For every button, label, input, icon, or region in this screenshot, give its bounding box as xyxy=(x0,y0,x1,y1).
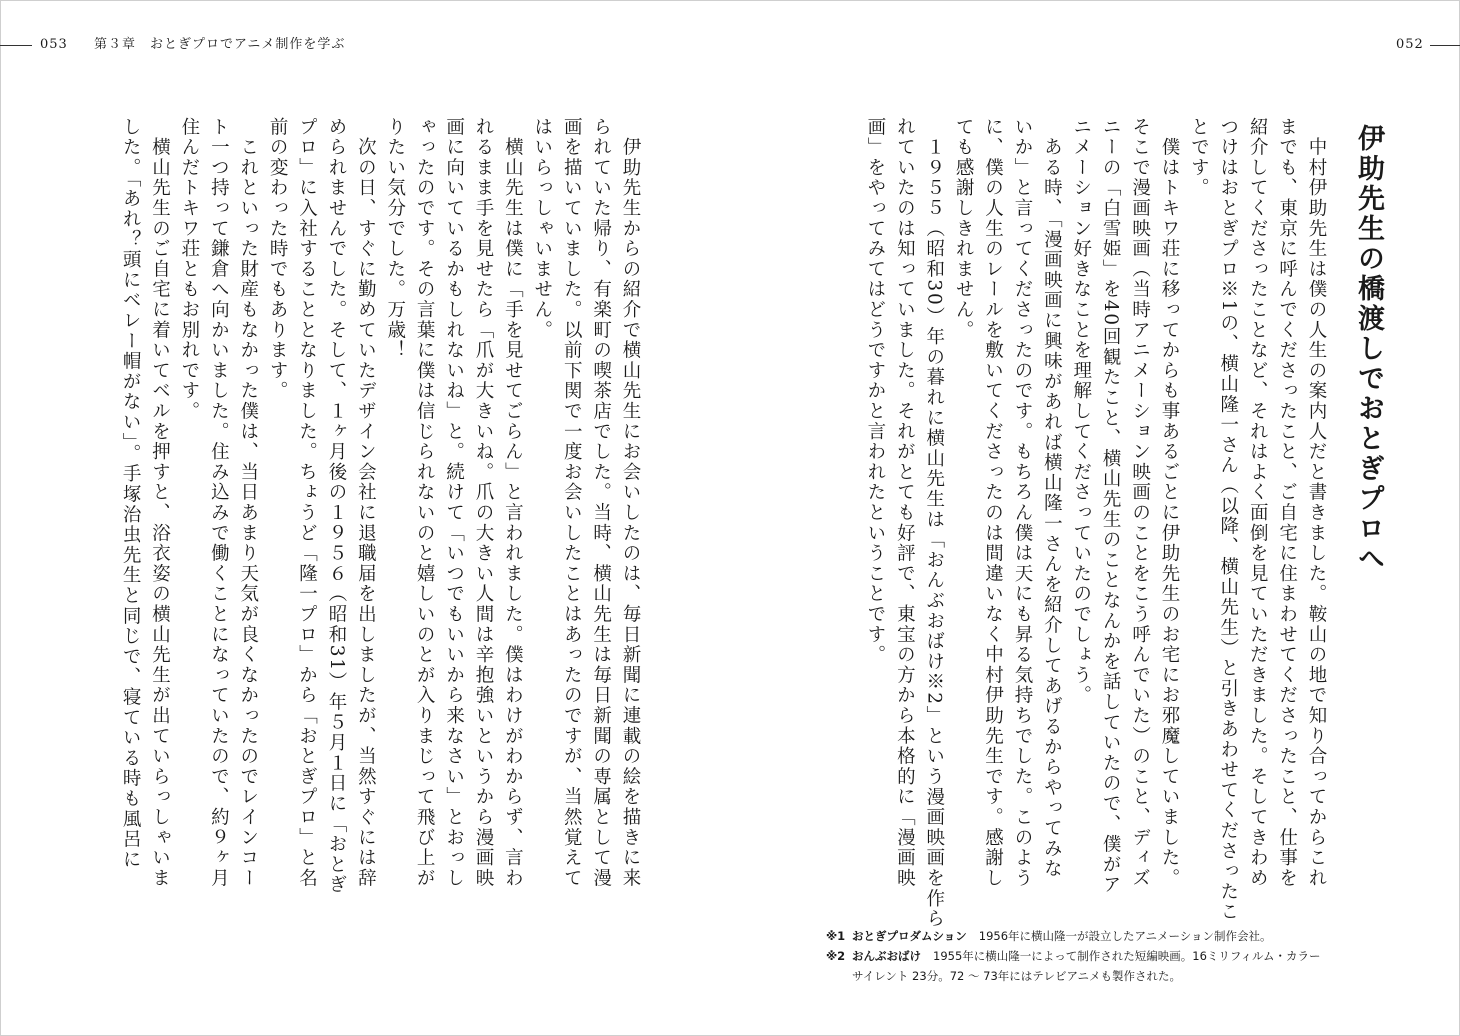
header-rule-right xyxy=(1430,45,1460,46)
chapter-title: 第３章 おとぎプロでアニメ制作を学ぶ xyxy=(94,37,346,52)
right-page-body xyxy=(825,117,1331,930)
text-line: した。「あれ？頭にベレー帽がない」。手塚治虫先生と同じで、寝ている時も風呂に xyxy=(120,117,142,870)
header-rule-left xyxy=(0,45,32,46)
footnote xyxy=(826,926,1346,946)
text-line: いか」と言ってくださったのです。もちろん僕は天にも昇る気持ちでした。このよう xyxy=(1011,117,1033,889)
text-line: までも、東京に呼んでくださったこと、ご自宅に住まわせてくださったこと、仕事を xyxy=(1276,117,1298,889)
text-line: これといった財産もなかった僕は、当日あまり天気が良くなかったのでレインコー xyxy=(237,117,259,889)
footnote xyxy=(826,946,1346,986)
text-line: 画」をやってみてはどうですかと言われたということです。 xyxy=(864,117,886,666)
text-line: に、僕の人生のレールを敷いてくださったのは間違いなく中村伊助先生です。感謝し xyxy=(982,117,1004,889)
section-heading: 伊助先生の橋渡しでおとぎプロへ xyxy=(1353,124,1384,574)
text-line: はいらっしゃいません。 xyxy=(531,117,553,341)
text-line: 伊助先生からの紹介で横山先生にお会いしたのは、毎日新聞に連載の絵を描きに来 xyxy=(620,117,641,889)
text-line: 前の変わった時でもあります。 xyxy=(267,117,289,402)
text-line: ゃったのです。その言葉に僕は信じられないのと嬉しいのとが入りまじって飛び上が xyxy=(414,117,436,889)
text-line: ある時、「漫画映画に興味があれば横山隆一さんを紹介してあげるからやってみな xyxy=(1041,117,1063,880)
footnote-mark: ※1 xyxy=(826,929,846,943)
right-folio: 052 xyxy=(1396,37,1424,52)
text-line: りたい気分でした。万歳！ xyxy=(384,117,406,361)
text-line: ニーの「白雪姫」を40回観たこと、横山先生のことなんかを話していたので、僕がア xyxy=(1100,117,1122,896)
text-line: 画を描いていました。以前下関で一度お会いしたことはあったのですが、当然覚えて xyxy=(561,117,583,889)
footnote-term: おとぎプロダムション xyxy=(852,929,967,943)
left-page-body xyxy=(77,117,645,896)
footnote-mark: ※2 xyxy=(826,949,846,963)
text-line: プロ」に入社することとなりました。ちょうど「隆一プロ」から「おとぎプロ」と名 xyxy=(296,117,318,889)
text-line: られていた帰り、有楽町の喫茶店でした。当時、横山先生は毎日新聞の専属として漫 xyxy=(590,117,612,889)
text-line: ニメーション好きなことを理解してくださっていたのでしょう。 xyxy=(1070,117,1092,706)
text-line: れるまま手を見せたら「爪が大きいね。爪の大きい人間は辛抱強いというから漫画映 xyxy=(472,117,494,889)
text-line: 横山先生のご自宅に着いてベルを押すと、浴衣姿の横山先生が出ていらっしゃいま xyxy=(149,117,171,889)
text-line: ても感謝しきれません。 xyxy=(953,117,975,341)
text-line: 横山先生は僕に「手を見せてごらん」と言われました。僕はわけがわからず、言わ xyxy=(502,117,524,889)
text-line: とです。 xyxy=(1188,117,1210,199)
text-line: 中村伊助先生は僕の人生の案内人だと書きました。鞍山の地で知り合ってからこれ xyxy=(1306,117,1327,889)
text-line: 次の日、すぐに勤めていたデザイン会社に退職届を出しましたが、当然すぐには辞 xyxy=(355,117,377,889)
text-line: つけはおとぎプロ※1の、横山隆一さん（以降、横山先生）と引きあわせてくださったこ xyxy=(1217,117,1239,923)
text-line: 画に向いているかもしれないね」と。続けて「いつでもいいから来なさい」とおっし xyxy=(443,117,465,889)
footnote-continuation: サイレント 23分。72 〜 73年にはテレビアニメも製作された。 xyxy=(852,969,1181,983)
text-line: そこで漫画映画（当時アニメーション映画のことをこう呼んでいた）のこと、ディズ xyxy=(1129,117,1151,889)
text-line: 住んだトキワ荘ともお別れです。 xyxy=(178,117,200,422)
footnote-term: おんぶおばけ xyxy=(852,949,921,963)
text-line: 紹介してくださったことなど、それはよく面倒を見ていただきました。そしてきわめ xyxy=(1247,117,1269,889)
text-line: １９５５（昭和30）年の暮れに横山先生は「おんぶおばけ※2」という漫画映画を作ら xyxy=(923,117,945,930)
text-line: 僕はトキワ荘に移ってからも事あるごとに伊助先生のお宅にお邪魔していました。 xyxy=(1158,117,1180,889)
footnote-text: 1956年に横山隆一が設立したアニメーション制作会社。 xyxy=(978,929,1272,943)
footnote-text: 1955年に横山隆一によって制作された短編映画。16ミリフィルム・カラー xyxy=(933,949,1321,963)
left-folio: 053 xyxy=(40,37,68,52)
text-line: められませんでした。そして、１ヶ月後の１９５６（昭和31）年５月１日に「おとぎ xyxy=(325,117,347,896)
text-line: れていたのは知っていました。それがとても好評で、東宝の方から本格的に「漫画映 xyxy=(894,117,916,889)
text-line: ト一つ持って鎌倉へ向かいました。住み込みで働くことになっていたので、約９ヶ月 xyxy=(208,117,230,889)
